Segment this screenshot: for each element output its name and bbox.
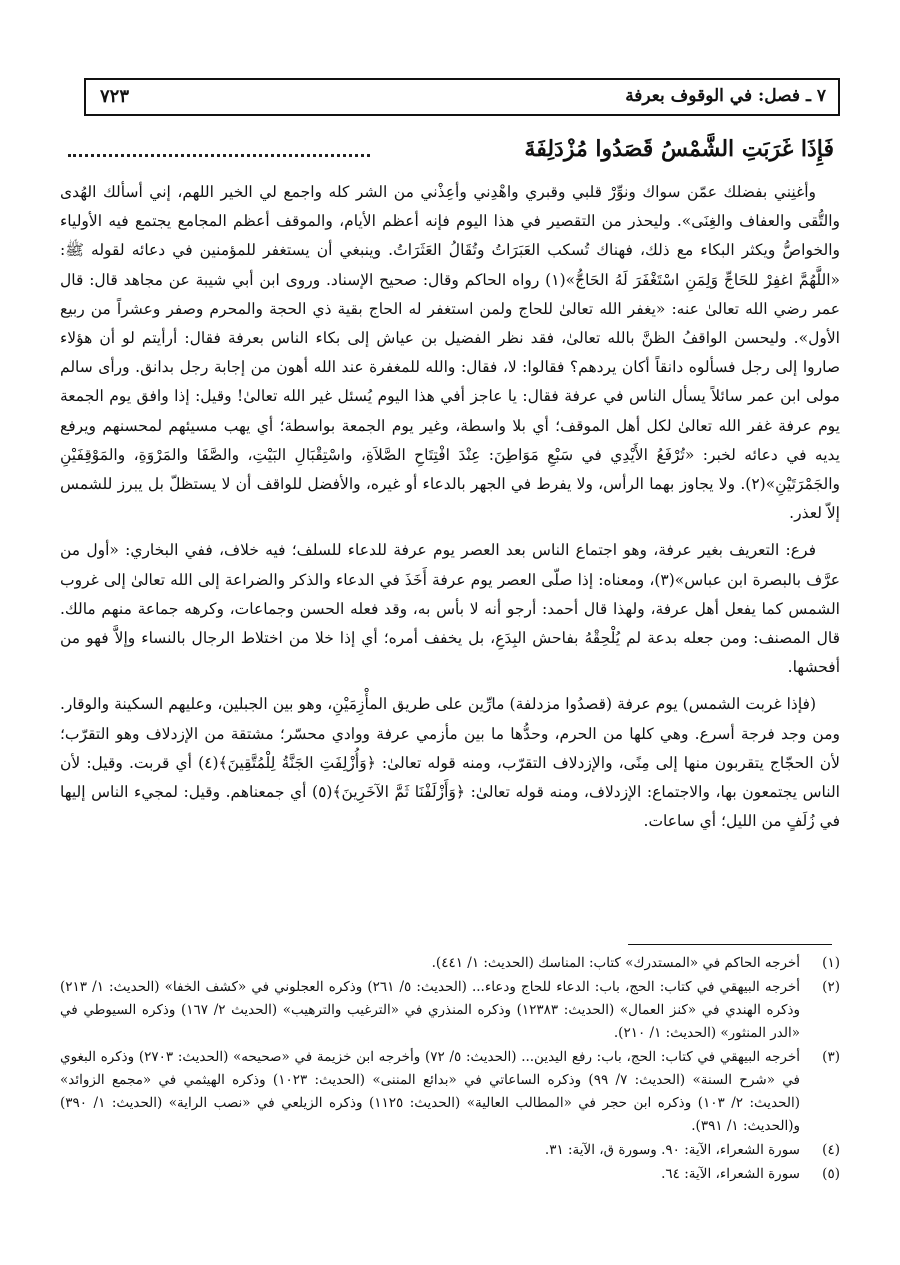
footnote-text: سورة الشعراء، الآية: ٦٤. <box>661 1166 800 1182</box>
footnote-text: أخرجه الحاكم في «المستدرك» كتاب: المناسك (الحديث: ١/ ٤٤١). <box>431 955 800 971</box>
running-header <box>84 78 840 116</box>
footnote-separator <box>628 944 832 945</box>
footnote-text: أخرجه البيهقي في كتاب: الحج، باب: الدعاء للحاج ودعاء... (الحديث: ٥/ ٢٦١) وذكره العجلوني في «كشف الخفا» (الحديث: ١/ ٢١٣) وذكره الهندي في «كنز العمال» (الحديث: ١٢٣٨٣) وذكره المنذري في «الترغيب والترهيب» (الحديث ٢/ ١٦٧) وذكره السيوطي في «الدر المنثور» (الحديث: ١/ ٢١٠). <box>60 979 801 1041</box>
footnote-text: أخرجه البيهقي في كتاب: الحج، باب: رفع اليدين... (الحديث: ٥/ ٧٢) وأخرجه ابن خزيمة في «صحيحه» (الحديث: ٢٧٠٣) وذكره البغوي في «شرح السنة» (الحديث: ٧/ ٩٩) وذكره الساعاتي في «بدائع المننى» (الحديث: ١٠٢٣) وذكره الهيثمي في «مجمع الزوائد» (الحديث: ٢/ ١٠٣) وذكره ابن حجر في «المطالب العالية» (الحديث: ١١٢٥) وذكره الزيلعي في «نصب الراية» (الحديث: ١/ ٣٩٠) و(الحديث: ١/ ٣٩١). <box>60 1049 801 1134</box>
footnote <box>60 952 840 975</box>
footnote <box>60 976 840 1045</box>
footnote-number: (٢) <box>822 979 840 995</box>
footnote-number: (١) <box>822 955 840 971</box>
paragraph: وأغنِني بفضلك عمّن سواك ونوِّرْ قلبي وقبري واهْدِني وأعِذْني من الشر كله واجمع لي الخير اللهم، إني أسألك الهُدى والتُّقى والعفاف والغِنَى». وليحذر من التقصير في هذا اليوم فإنه أعظم الأيام، والموقف أعظم المجامع يجتمع فيه الأولياء والخواصُّ ويكثر البكاء مع ذلك، فهناك تُسكب العَبَرَاتُ وتُقَالُ العَثَرَاتُ. وينبغي أن يستغفر للمؤمنين في دعائه لقوله ﷺ: «اللَّهُمَّ اغفِرْ للحَاجِّ وَلِمَنِ اسْتَغْفَرَ لَهُ الحَاجُّ»(١) رواه الحاكم وقال: صحيح الإسناد. وروى ابن أبي شيبة عن مجاهد قال: قال عمر رضي الله تعالىٰ عنه: «يغفر الله تعالىٰ للحاج ولمن استغفر له الحاج بقية ذي الحجة والمحرم وصفر وعشراً من ربيع الأول». وليحسن الواقفُ الظنَّ بالله تعالىٰ، فقد نظر الفضيل بن عياش إلى بكاء الناس بعرفة فقال: أرأيتم لو أن هؤلاء صاروا إلى رجل فسألوه دانقاً أكان يردهم؟ فقالوا: لا، فقال: والله للمغفرة عند الله أهون من إجابة رجل بدانق. ورأى سالم مولى ابن عمر سائلاً يسأل الناس في عرفة فقال: يا عاجز أفي هذا اليوم يُسئل غير الله تعالىٰ! وقيل: إذا وافق يوم الجمعة يوم عرفة غفر الله تعالىٰ لكل أهل الموقف؛ أي بلا واسطة، وغير يوم الجمعة بواسطة؛ أي يهب مسيئهم لمحسنهم ويرفع يديه في دعائه لخبر: «تُرْفَعُ الأَيْدِي في سَبْعِ مَوَاطِنَ: عِنْدَ افْتِتَاحِ الصَّلاَةِ، واسْتِقْبَالِ البَيْتِ، والصَّفَا والمَرْوَةِ، والمَوْقِفَيْنِ والجَمْرَتَيْنِ»(٢). ولا يجاوز بهما الرأس، ولا يفرط في الجهر بالدعاء أو غيره، والأفضل للواقف أن لا يستظلّ بل يبرز للشمس إلاّ لعذر. <box>60 183 841 523</box>
footnote <box>60 1046 840 1138</box>
dotted-leader <box>68 154 370 157</box>
footnote <box>60 1163 840 1186</box>
paragraph: فرع: التعريف بغير عرفة، وهو اجتماع الناس بعد العصر يوم عرفة للدعاء للسلف؛ فيه خلاف، ففي البخاري: «أول من عرَّف بالبصرة ابن عباس»(٣)، ومعناه: إذا صلّى العصر يوم عرفة أَخَذَ في الدعاء والذكر والضراعة إلى الله تعالىٰ إلى غروب الشمس كما يفعل أهل عرفة، ولهذا قال أحمد: أرجو أنه لا بأس به، وقد فعله الحسن وجماعات، وكرهه جماعة منهم مالك. قال المصنف: ومن جعله بدعة لم يُلْحِقْهُ بفاحش البِدَعِ، بل يخفف أمره؛ أي إذا خلا من اختلاط الرجال بالنساء وإلاَّ فهو من أفحشها. <box>60 541 840 677</box>
page-number: ٧٢٣ <box>100 86 130 107</box>
paragraph: (فإذا غربت الشمس) يوم عرفة (قصدُوا مزدلفة) مارِّين على طريق المأْزِمَيْنِ، وهو بين الجبلين، وعليهم السكينة والوقار. ومن وجد فرجة أسرع. وهي كلها من الحرم، وحدُّها ما بين مأزمي عرفة ووادي محسّر؛ مشتقة من الإزدلاف وهو التقرّب؛ لأن الحجّاج يتقربون منها إلى مِنًى، والإزدلاف التقرّب، ومنه قوله تعالىٰ: ﴿وَأُزْلِفَتِ الجَنَّةُ لِلْمُتَّقِينَ﴾(٤) أي قربت. وقيل: لأن الناس يجتمعون بها، والاجتماع: الإزدلاف، ومنه قوله تعالىٰ: ﴿وَأَزْلَفْنَا ثَمَّ الآخَرِينَ﴾(٥) أي جمعناهم. وقيل: لمجيء الناس إليها في زُلَفٍ من الليل؛ أي ساعات. <box>60 695 841 831</box>
footnote-number: (٤) <box>822 1142 840 1158</box>
main-text <box>60 178 840 836</box>
footnote-number: (٣) <box>822 1049 840 1065</box>
footnotes <box>60 952 840 1187</box>
section-heading-text: فَإِذَا غَرَبَتِ الشَّمْسُ قَصَدُوا مُزْدَلِفَةَ <box>524 136 834 162</box>
chapter-title: ٧ ـ فصل: في الوقوف بعرفة <box>625 86 826 106</box>
footnote <box>60 1139 840 1162</box>
footnote-number: (٥) <box>822 1166 840 1182</box>
section-heading <box>60 132 840 172</box>
footnote-text: سورة الشعراء، الآية: ٩٠. وسورة ق، الآية: ٣١. <box>544 1142 800 1158</box>
